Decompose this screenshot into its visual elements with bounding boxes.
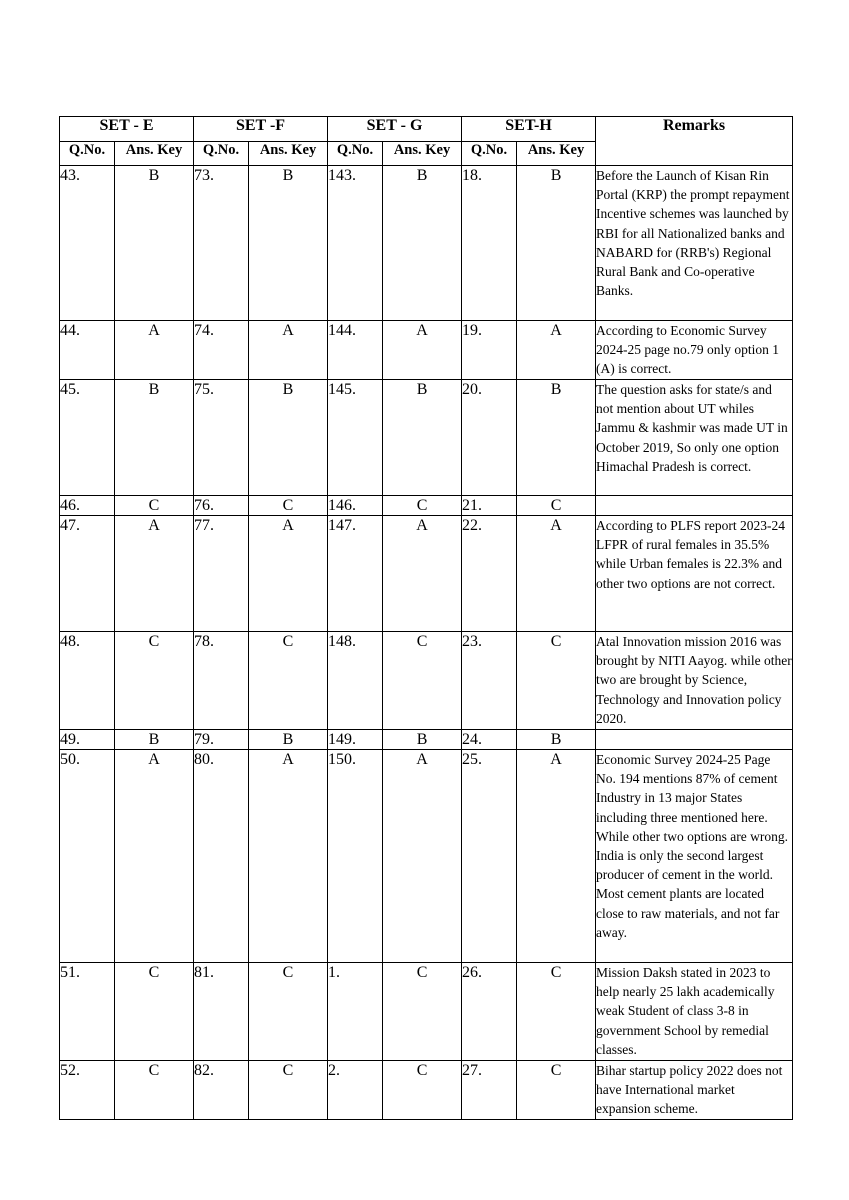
remarks-cell: According to PLFS report 2023-24 LFPR of rural females in 35.5% while Urban females is 22.3% and other two options are not correct. xyxy=(596,516,793,632)
set-f-qno: 73. xyxy=(194,166,249,321)
set-e-answer: C xyxy=(115,496,194,516)
set-f-qno: 75. xyxy=(194,380,249,496)
remarks-cell: Atal Innovation mission 2016 was brought by NITI Aayog. while other two are brought by Science, Technology and Innovation policy 2020. xyxy=(596,632,793,730)
set-e-answer: A xyxy=(115,750,194,963)
ans-key-header: Ans. Key xyxy=(383,142,462,166)
ans-key-header: Ans. Key xyxy=(249,142,328,166)
remarks-cell: Before the Launch of Kisan Rin Portal (KRP) the prompt repayment Incentive schemes was launched by RBI for all Nationalized banks and NABARD for (RRB's) Regional Rural Bank and Co-operative Banks. xyxy=(596,166,793,321)
set-f-answer: C xyxy=(249,963,328,1061)
set-h-qno: 23. xyxy=(462,632,517,730)
set-g-qno: 143. xyxy=(328,166,383,321)
set-f-answer: C xyxy=(249,632,328,730)
set-g-qno: 150. xyxy=(328,750,383,963)
set-e-qno: 47. xyxy=(60,516,115,632)
table-row xyxy=(60,380,793,496)
set-e-answer: B xyxy=(115,730,194,750)
set-e-answer: B xyxy=(115,380,194,496)
set-h-answer: B xyxy=(517,730,596,750)
set-g-qno: 145. xyxy=(328,380,383,496)
set-e-qno: 44. xyxy=(60,321,115,380)
table-row xyxy=(60,321,793,380)
set-h-header: SET-H xyxy=(462,117,596,142)
set-e-qno: 52. xyxy=(60,1061,115,1120)
set-h-answer: C xyxy=(517,1061,596,1120)
set-h-qno: 22. xyxy=(462,516,517,632)
set-h-qno: 21. xyxy=(462,496,517,516)
set-f-qno: 81. xyxy=(194,963,249,1061)
set-header-row xyxy=(60,117,793,142)
set-g-answer: B xyxy=(383,380,462,496)
set-f-qno: 74. xyxy=(194,321,249,380)
set-f-qno: 76. xyxy=(194,496,249,516)
set-g-qno: 2. xyxy=(328,1061,383,1120)
table-row xyxy=(60,963,793,1061)
remarks-cell: Mission Daksh stated in 2023 to help nearly 25 lakh academically weak Student of class 3-8 in government School by remedial classes. xyxy=(596,963,793,1061)
set-g-answer: C xyxy=(383,496,462,516)
set-e-qno: 45. xyxy=(60,380,115,496)
set-e-qno: 50. xyxy=(60,750,115,963)
set-e-answer: C xyxy=(115,963,194,1061)
table-row xyxy=(60,1061,793,1120)
table-row xyxy=(60,516,793,632)
set-h-qno: 20. xyxy=(462,380,517,496)
set-h-qno: 27. xyxy=(462,1061,517,1120)
set-g-qno: 149. xyxy=(328,730,383,750)
set-e-qno: 46. xyxy=(60,496,115,516)
set-g-qno: 147. xyxy=(328,516,383,632)
answer-key-table xyxy=(59,116,793,1120)
remarks-header: Remarks xyxy=(596,117,793,166)
set-g-answer: C xyxy=(383,1061,462,1120)
set-f-qno: 82. xyxy=(194,1061,249,1120)
set-g-qno: 1. xyxy=(328,963,383,1061)
set-g-answer: B xyxy=(383,730,462,750)
set-g-answer: A xyxy=(383,750,462,963)
set-h-answer: C xyxy=(517,632,596,730)
qno-header: Q.No. xyxy=(462,142,517,166)
remarks-cell xyxy=(596,730,793,750)
set-f-answer: B xyxy=(249,380,328,496)
set-f-answer: B xyxy=(249,730,328,750)
remarks-cell: The question asks for state/s and not mention about UT whiles Jammu & kashmir was made UT in October 2019, So only one option Himachal Pradesh is correct. xyxy=(596,380,793,496)
set-f-qno: 79. xyxy=(194,730,249,750)
set-f-answer: C xyxy=(249,496,328,516)
set-g-answer: C xyxy=(383,963,462,1061)
ans-key-header: Ans. Key xyxy=(517,142,596,166)
set-f-answer: A xyxy=(249,516,328,632)
set-h-answer: A xyxy=(517,321,596,380)
set-f-qno: 78. xyxy=(194,632,249,730)
set-e-qno: 49. xyxy=(60,730,115,750)
remarks-cell: Bihar startup policy 2022 does not have International market expansion scheme. xyxy=(596,1061,793,1120)
set-g-qno: 148. xyxy=(328,632,383,730)
set-e-answer: C xyxy=(115,1061,194,1120)
set-h-answer: A xyxy=(517,750,596,963)
set-h-qno: 24. xyxy=(462,730,517,750)
set-h-qno: 25. xyxy=(462,750,517,963)
qno-header: Q.No. xyxy=(194,142,249,166)
set-g-answer: A xyxy=(383,321,462,380)
qno-header: Q.No. xyxy=(60,142,115,166)
set-g-answer: B xyxy=(383,166,462,321)
table-row xyxy=(60,166,793,321)
set-h-answer: C xyxy=(517,963,596,1061)
set-h-answer: A xyxy=(517,516,596,632)
set-h-answer: B xyxy=(517,166,596,321)
table-row xyxy=(60,750,793,963)
set-g-qno: 144. xyxy=(328,321,383,380)
set-g-answer: A xyxy=(383,516,462,632)
set-f-answer: B xyxy=(249,166,328,321)
set-f-header: SET -F xyxy=(194,117,328,142)
set-f-answer: C xyxy=(249,1061,328,1120)
remarks-cell: According to Economic Survey 2024-25 page no.79 only option 1 (A) is correct. xyxy=(596,321,793,380)
set-h-qno: 19. xyxy=(462,321,517,380)
set-h-qno: 18. xyxy=(462,166,517,321)
ans-key-header: Ans. Key xyxy=(115,142,194,166)
remarks-cell xyxy=(596,496,793,516)
set-e-qno: 43. xyxy=(60,166,115,321)
set-g-header: SET - G xyxy=(328,117,462,142)
set-h-answer: C xyxy=(517,496,596,516)
set-e-qno: 48. xyxy=(60,632,115,730)
remarks-cell: Economic Survey 2024-25 Page No. 194 mentions 87% of cement Industry in 13 major States including three mentioned here. While other two options are wrong. India is only the second largest producer of cement in the world. Most cement plants are located close to raw materials, and not far away. xyxy=(596,750,793,963)
set-g-qno: 146. xyxy=(328,496,383,516)
set-e-answer: A xyxy=(115,321,194,380)
set-e-header: SET - E xyxy=(60,117,194,142)
set-f-answer: A xyxy=(249,750,328,963)
table-row xyxy=(60,632,793,730)
set-g-answer: C xyxy=(383,632,462,730)
qno-header: Q.No. xyxy=(328,142,383,166)
set-e-answer: A xyxy=(115,516,194,632)
set-e-qno: 51. xyxy=(60,963,115,1061)
set-h-qno: 26. xyxy=(462,963,517,1061)
set-f-answer: A xyxy=(249,321,328,380)
set-e-answer: B xyxy=(115,166,194,321)
table-row xyxy=(60,496,793,516)
set-h-answer: B xyxy=(517,380,596,496)
set-f-qno: 80. xyxy=(194,750,249,963)
set-f-qno: 77. xyxy=(194,516,249,632)
set-e-answer: C xyxy=(115,632,194,730)
table-row xyxy=(60,730,793,750)
